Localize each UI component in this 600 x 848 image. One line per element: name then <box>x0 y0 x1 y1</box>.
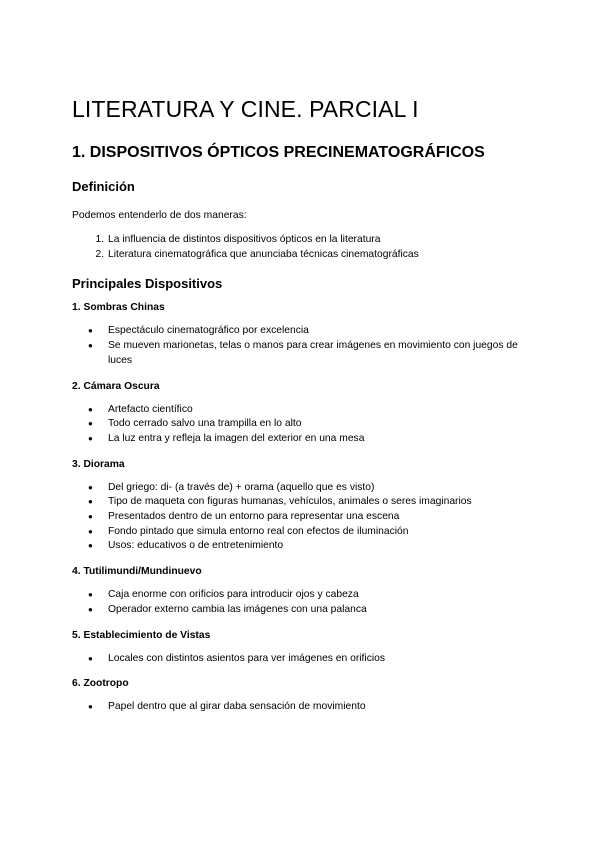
list-item-text: Espectáculo cinematográfico por excelencia <box>108 325 309 337</box>
definition-intro: Podemos entenderlo de dos maneras: <box>72 210 247 221</box>
bullet-icon: ● <box>88 497 93 507</box>
list-item-text: Usos: educativos o de entretenimiento <box>108 540 284 552</box>
bullet-icon: ● <box>88 590 93 600</box>
list-item-text: Presentados dentro de un entorno para representar una escena <box>108 511 400 523</box>
bullet-icon: ● <box>88 526 93 536</box>
definition-item: 1. La influencia de distintos dispositivos ópticos en la literatura <box>107 233 542 248</box>
list-item-text: Locales con distintos asientos para ver imágenes en orificios <box>108 652 386 664</box>
document-title: LITERATURA Y CINE. PARCIAL I <box>72 96 419 122</box>
list-item <box>88 588 542 603</box>
device-bullet-list <box>72 324 542 368</box>
list-item-text: Se mueven marionetas, telas o manos para crear imágenes en movimiento con juegos de luces <box>108 340 518 366</box>
definition-item: 2. Literatura cinematográfica que anunciaba técnicas cinematográficas <box>107 248 542 263</box>
bullet-icon: ● <box>88 512 93 522</box>
device-title: 3. Diorama <box>72 458 125 470</box>
list-item-text: Operador externo cambia las imágenes con una palanca <box>108 603 367 615</box>
device-title: 5. Establecimiento de Vistas <box>72 629 211 641</box>
list-item <box>88 403 542 418</box>
list-item <box>88 432 542 447</box>
list-item-text: Fondo pintado que simula entorno real con efectos de iluminación <box>108 525 409 537</box>
definition-heading: Definición <box>72 179 135 194</box>
device-title: 4. Tutilimundi/Mundinuevo <box>72 566 202 578</box>
bullet-icon: ● <box>88 419 93 429</box>
bullet-icon: ● <box>88 482 93 492</box>
list-item-text: La luz entra y refleja la imagen del exterior en una mesa <box>108 432 365 444</box>
bullet-icon: ● <box>88 326 93 336</box>
list-item-text: Artefacto científico <box>108 403 193 415</box>
list-item-text: Del griego: di- (a través de) + orama (aquello que es visto) <box>108 481 375 493</box>
list-item <box>88 417 542 432</box>
bullet-icon: ● <box>88 433 93 443</box>
bullet-icon: ● <box>88 653 93 663</box>
list-item-text: Tipo de maqueta con figuras humanas, vehículos, animales o seres imaginarios <box>108 496 472 508</box>
list-item-text: Todo cerrado salvo una trampilla en lo alto <box>108 418 302 430</box>
list-item-text: Papel dentro que al girar daba sensación de movimiento <box>108 701 366 713</box>
list-item <box>88 481 542 496</box>
device-title: 6. Zootropo <box>72 678 129 690</box>
list-item <box>88 603 542 618</box>
device-bullet-list <box>72 588 542 617</box>
device-title: 2. Cámara Oscura <box>72 380 160 392</box>
bullet-icon: ● <box>88 404 93 414</box>
list-item <box>88 525 542 540</box>
list-item-text: Caja enorme con orificios para introducir ojos y cabeza <box>108 589 359 601</box>
document-page <box>72 92 542 715</box>
list-item <box>88 324 542 339</box>
device-bullet-list <box>72 403 542 447</box>
list-item <box>88 339 542 368</box>
list-item <box>88 495 542 510</box>
device-bullet-list <box>72 481 542 555</box>
list-item <box>88 539 542 554</box>
bullet-icon: ● <box>88 604 93 614</box>
list-item <box>88 510 542 525</box>
device-bullet-list <box>72 652 542 667</box>
bullet-icon: ● <box>88 341 93 351</box>
device-bullet-list <box>72 700 542 715</box>
definition-list <box>72 233 542 262</box>
bullet-icon: ● <box>88 702 93 712</box>
list-item <box>88 652 542 667</box>
devices-heading: Principales Dispositivos <box>72 276 223 292</box>
bullet-icon: ● <box>88 541 93 551</box>
device-title: 1. Sombras Chinas <box>72 302 165 314</box>
section-title: 1. DISPOSITIVOS ÓPTICOS PRECINEMATOGRÁFICOS <box>72 144 485 161</box>
list-item <box>88 700 542 715</box>
